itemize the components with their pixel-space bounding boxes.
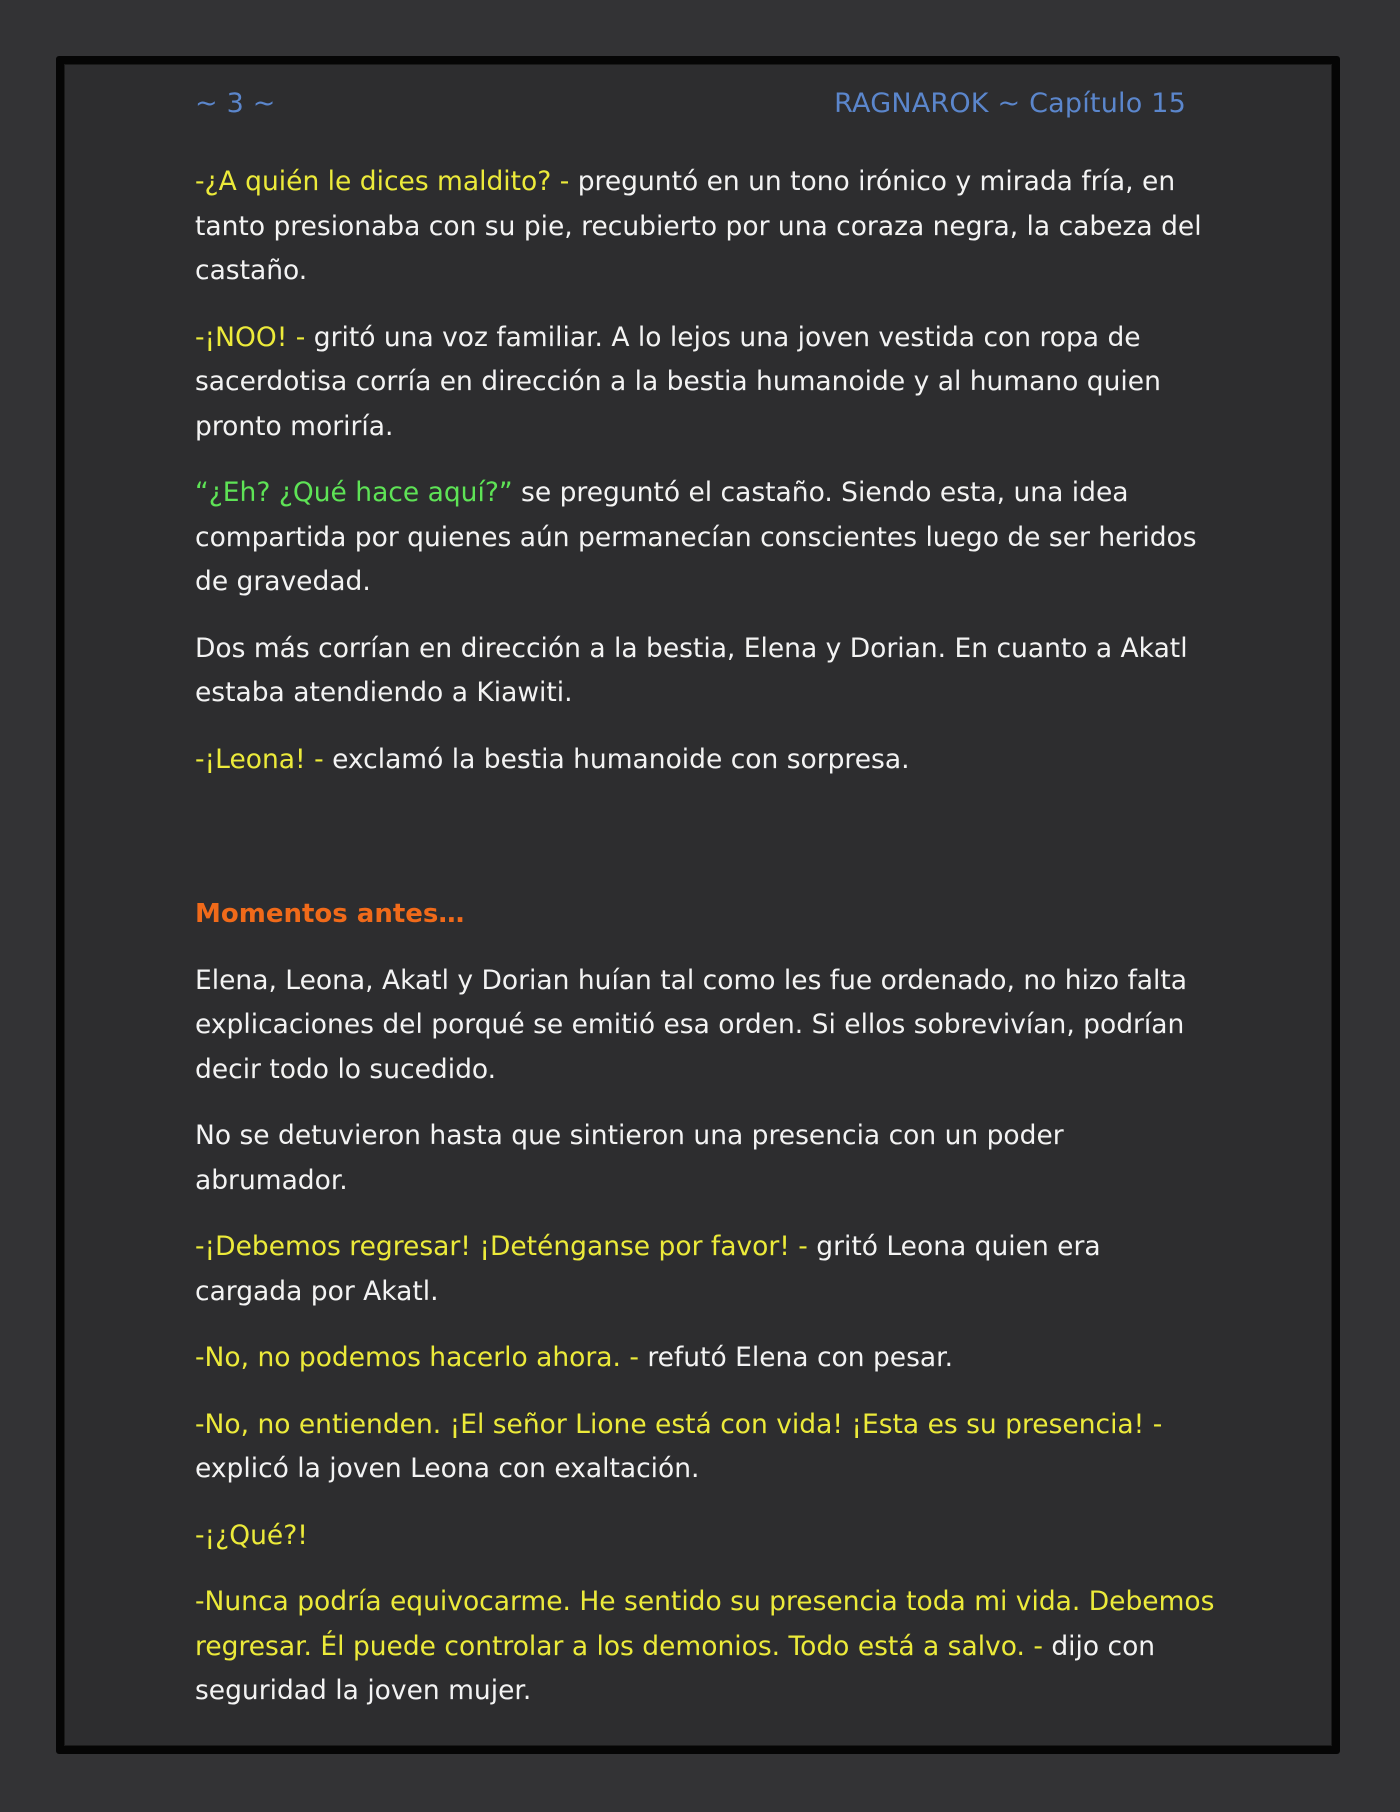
paragraph [195,160,1215,294]
dialogue-text: -No, no entienden. ¡El señor Lione está con vida! ¡Esta es su presencia! - [195,1408,1163,1440]
book-chapter-title: RAGNAROK ~ Capítulo 15 [834,87,1186,119]
paragraph [195,1336,1215,1381]
paragraph [195,316,1215,450]
dialogue-text: -¡Leona! - [195,743,324,775]
section-gap [195,804,1215,892]
narration-text: explicó la joven Leona con exaltación. [195,1453,700,1484]
narration-text: Elena, Leona, Akatl y Dorian huían tal como les fue ordenado, no hizo falta explicaciones del porqué se emitió esa orden. Si ellos sobrevivían, podrían decir todo lo sucedido. [195,964,1188,1085]
dialogue-text: -No, no podemos hacerlo ahora. - [195,1342,639,1373]
paragraph [195,738,1215,783]
paragraph [195,1114,1215,1203]
paragraph [195,1403,1215,1492]
paragraph [195,1514,1215,1559]
dialogue-text: -¿A quién le dices maldito? - [195,166,570,197]
narration-text: refutó Elena con pesar. [638,1342,954,1373]
narration-text: exclamó la bestia humanoide con sorpresa. [323,743,910,775]
page-header [195,83,1186,123]
dialogue-text: -¡Debemos regresar! ¡Deténganse por favor! - [195,1231,808,1262]
narration-text: Dos más corrían en dirección a la bestia, Elena y Dorian. En cuanto a Akatl estaba atendiendo a Kiawiti. [195,632,1188,708]
narration-text: preguntó en un tono irónico y mirada fría, en tanto presionaba con su pie, recubierto por una coraza negra, la cabeza del castaño. [195,166,1202,286]
section-title: Momentos antes… [195,899,465,929]
paragraph [195,1580,1215,1714]
paragraph [195,959,1215,1093]
thought-text: “¿Eh? ¿Qué hace aquí?” [195,477,513,508]
narration-text: dijo con seguridad la joven mujer. [195,1630,1156,1706]
dialogue-text: -¡¿Qué?! [195,1519,308,1551]
narration-text: No se detuvieron hasta que sintieron una presencia con un poder abrumador. [195,1120,1064,1196]
document-body [195,160,1215,1736]
paragraph [195,471,1215,605]
dialogue-text: -¡NOO! - [195,321,306,353]
paragraph [195,1225,1215,1314]
narration-text: gritó Leona quien era cargada por Akatl. [195,1231,1101,1307]
paragraph [195,627,1215,716]
dialogue-text: -Nunca podría equivocarme. He sentido su presencia toda mi vida. Debemos regresar. Él puede controlar a los demonios. Todo está a salvo. - [195,1586,1215,1662]
narration-text: gritó una voz familiar. A lo lejos una joven vestida con ropa de sacerdotisa corría en dirección a la bestia humanoide y al humano quien pronto moriría. [195,321,1161,442]
page-number: ~ 3 ~ [195,87,276,119]
narration-text: se preguntó el castaño. Siendo esta, una idea compartida por quienes aún permanecían conscientes luego de ser heridos de gravedad. [195,477,1197,597]
